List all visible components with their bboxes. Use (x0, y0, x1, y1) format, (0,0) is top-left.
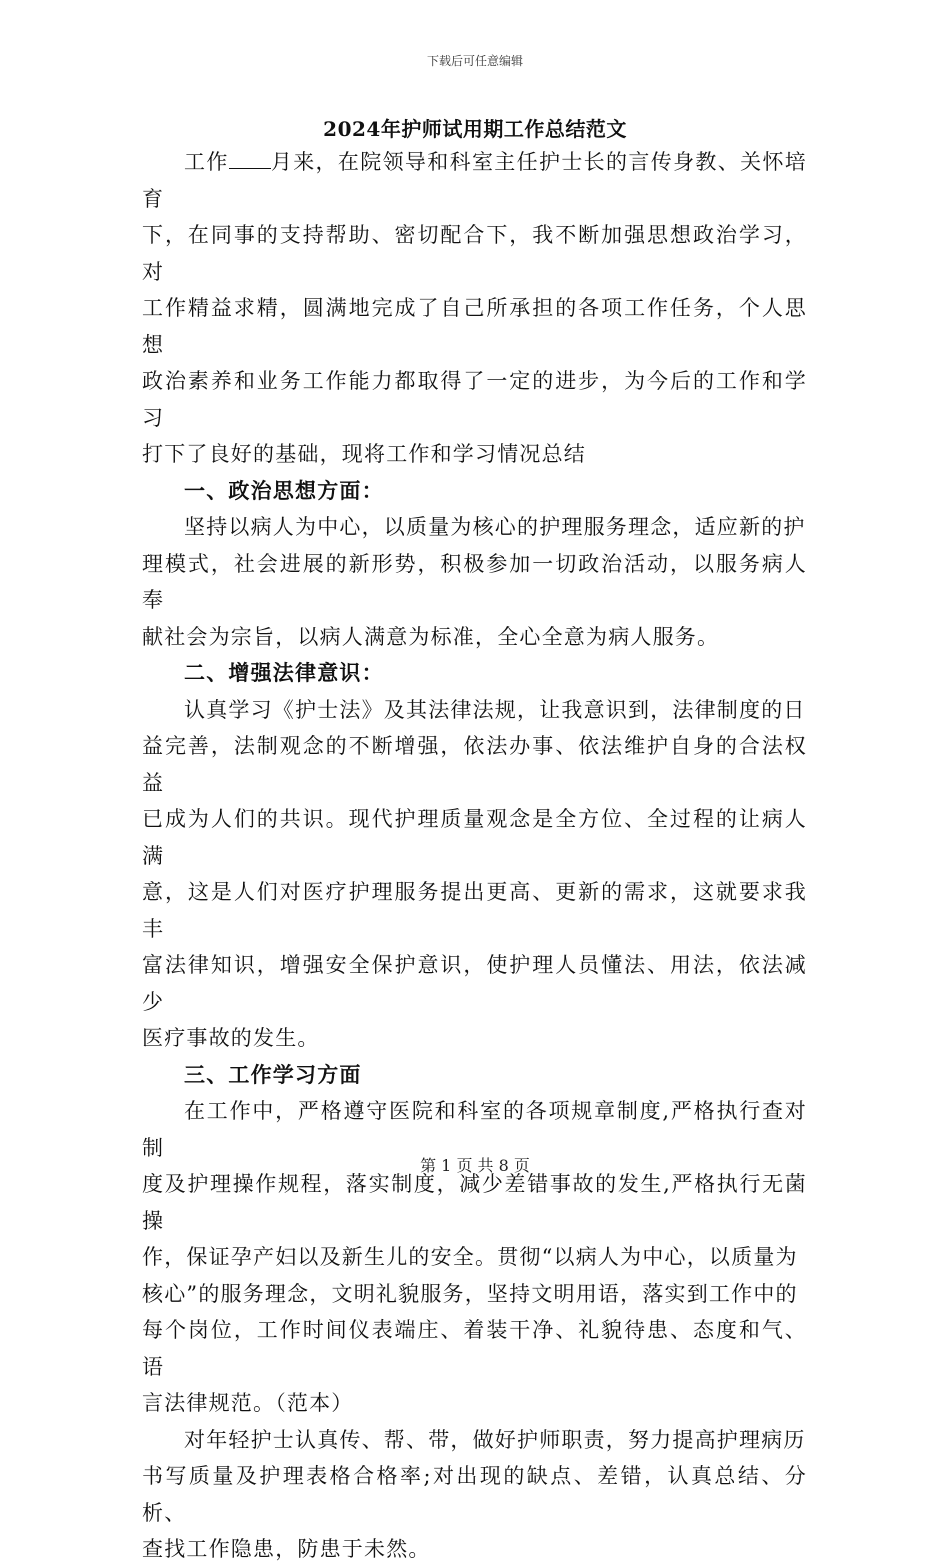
paragraph-line: 查找工作隐患，防患于未然。 (142, 1537, 431, 1561)
paragraph-line: 言法律规范。（范本） (142, 1391, 354, 1415)
section-heading-politics: 一、政治思想方面： (184, 477, 384, 503)
paragraph-line: 度及护理操作规程，落实制度，减少差错事故的发生,严格执行无菌操 (142, 1172, 807, 1233)
paragraph-line: 对年轻护士认真传、帮、带，做好护师职责，努力提高护理病历 (184, 1427, 806, 1452)
paragraph-line: 每个岗位，工作时间仪表端庄、着装干净、礼貌待患、态度和气、语 (142, 1318, 807, 1379)
section-heading-work-study: 三、工作学习方面 (184, 1061, 362, 1087)
section-paragraph (142, 692, 807, 1057)
intro-suffix: 月来，在院领导和科室主任护士长的言传身教、关怀培育 (142, 150, 807, 211)
intro-line: 下，在同事的支持帮助、密切配合下，我不断加强思想政治学习，对 (142, 223, 807, 284)
page-number-footer: 第 1 页 共 8 页 (420, 1156, 530, 1175)
section-paragraph (142, 1422, 807, 1568)
intro-prefix: 工作 (184, 150, 229, 174)
intro-paragraph (142, 144, 807, 473)
paragraph-line: 献社会为宗旨，以病人满意为标准，全心全意为病人服务。 (142, 624, 720, 649)
document-title: 2024年护师试用期工作总结范文 (323, 117, 627, 141)
document-body (142, 144, 807, 1568)
paragraph-line: 益完善，法制观念的不断增强，依法办事、依法维护自身的合法权益 (142, 734, 807, 795)
intro-line: 工作精益求精，圆满地完成了自己所承担的各项工作任务，个人思想 (142, 296, 807, 357)
section-heading-law: 二、增强法律意识： (184, 660, 384, 685)
paragraph-line: 核心”的服务理念，文明礼貌服务，坚持文明用语，落实到工作中的 (142, 1281, 798, 1306)
paragraph-line: 坚持以病人为中心，以质量为核心的护理服务理念，适应新的护 (184, 515, 806, 539)
paragraph-line: 书写质量及护理表格合格率;对出现的缺点、差错，认真总结、分析、 (142, 1464, 807, 1525)
paragraph-line: 意，这是人们对医疗护理服务提出更高、更新的需求，这就要求我丰 (142, 880, 807, 941)
paragraph-line: 医疗事故的发生。 (142, 1026, 320, 1050)
intro-line: 打下了良好的基础，现将工作和学习情况总结 (142, 442, 586, 466)
paragraph-line: 理模式，社会进展的新形势，积极参加一切政治活动，以服务病人奉 (142, 551, 807, 612)
intro-line-1 (142, 144, 807, 217)
fill-in-blank (229, 150, 271, 169)
paragraph-line: 在工作中，严格遵守医院和科室的各项规章制度,严格执行查对制 (142, 1099, 807, 1160)
section-paragraph (142, 1093, 807, 1422)
paragraph-line: 作，保证孕产妇以及新生儿的安全。贯彻“以病人为中心，以质量为 (142, 1245, 798, 1269)
paragraph-line: 富法律知识，增强安全保护意识，使护理人员懂法、用法，依法减少 (142, 953, 807, 1014)
page-header-note: 下载后可任意编辑 (426, 54, 523, 68)
section-paragraph (142, 509, 807, 655)
paragraph-line: 已成为人们的共识。现代护理质量观念是全方位、全过程的让病人满 (142, 807, 807, 868)
paragraph-line: 认真学习《护士法》及其法律法规，让我意识到，法律制度的日 (184, 697, 806, 722)
intro-line: 政治素养和业务工作能力都取得了一定的进步，为今后的工作和学习 (142, 369, 807, 430)
